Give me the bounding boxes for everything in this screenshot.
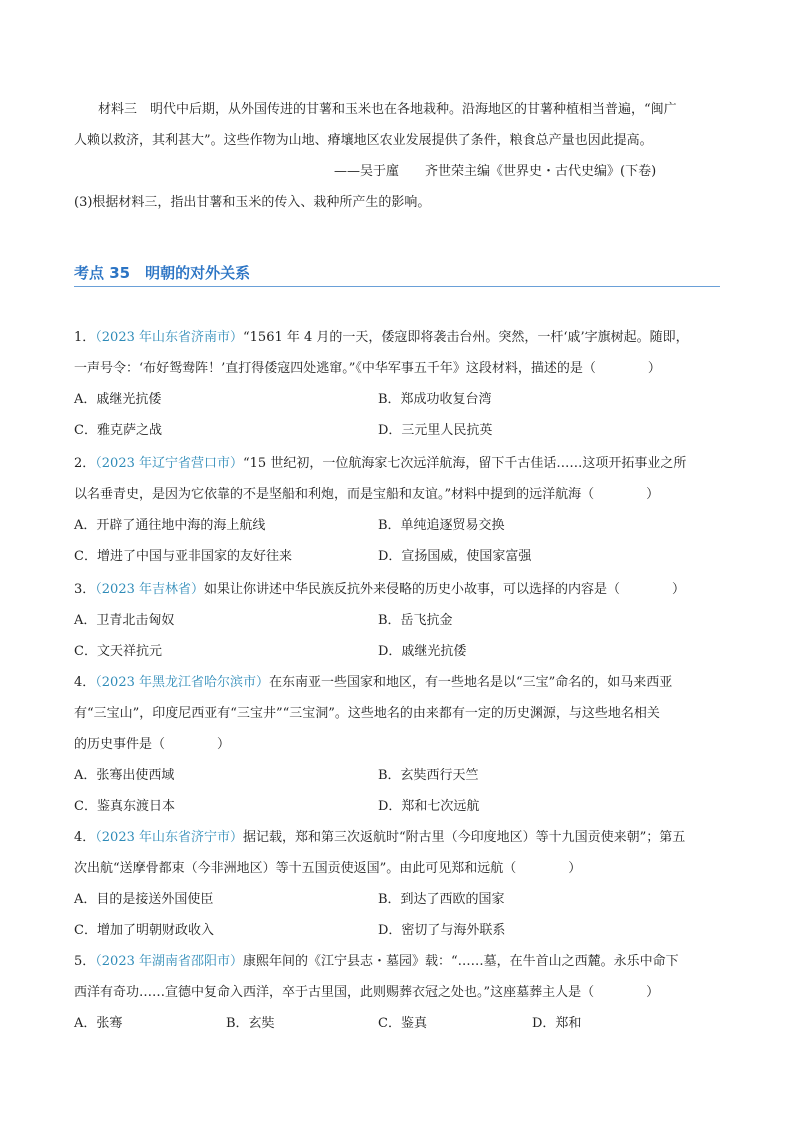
- question-text: 康熙年间的《江宁县志・墓园》载：“……墓，在牛首山之西麓。永乐中命下: [243, 954, 679, 969]
- option-b[interactable]: B．玄奘西行天竺: [378, 768, 479, 783]
- option-b[interactable]: B．玄奘: [226, 1016, 275, 1031]
- section-title: 考点 35 明朝的对外关系: [74, 264, 251, 282]
- question-number: 3．: [74, 582, 96, 597]
- question-text: “1561 年 4 月的一天，倭寇即将袭击台州。突然，一杆‘戚’字旗树起。随即，: [243, 330, 689, 345]
- material-paragraph-line: 材料三 明代中后期，从外国传进的甘薯和玉米也在各地栽种。沿海地区的甘薯种植相当普遍，“闽广: [98, 102, 677, 117]
- question-source: （2023 年山东省济宁市）: [95, 830, 243, 845]
- question-text: “15 世纪初，一位航海家七次远洋航海，留下千古佳话……这项开拓事业之所: [243, 456, 687, 471]
- option-c[interactable]: C．鉴真东渡日本: [74, 799, 175, 814]
- question-stem-line: [74, 954, 679, 970]
- question-stem-line: [74, 675, 672, 691]
- question-stem-line: [74, 830, 685, 846]
- option-b[interactable]: B．到达了西欧的国家: [378, 892, 505, 907]
- question-number: 1．: [74, 330, 96, 345]
- question-stem-line: 以名垂青史，是因为它依靠的不是坚船和利炮，而是宝船和友谊。”材料中提到的远洋航海（ ）: [74, 487, 660, 502]
- question-stem-line: [74, 582, 685, 598]
- question-stem-line: 的历史事件是（ ）: [74, 737, 231, 752]
- question-stem-line: 次出航“送摩骨都束（今非洲地区）等十五国贡使返国”。由此可见郑和远航（ ）: [74, 861, 582, 876]
- question-source: （2023 年山东省济南市）: [95, 330, 243, 345]
- question-stem-line: 一声号令：‘布好鸳鸯阵！’直打得倭寇四处逃窜。”《中华军事五千年》这段材料，描述的是（ ）: [74, 361, 661, 376]
- option-d[interactable]: D．郑和七次远航: [378, 799, 480, 814]
- section-divider: [74, 286, 720, 287]
- question-stem-line: [74, 330, 689, 346]
- question-text: 如果让你讲述中华民族反抗外来侵略的历史小故事，可以选择的内容是（ ）: [204, 582, 686, 597]
- option-a[interactable]: A．张骞出使西域: [74, 768, 175, 783]
- question-number: 4．: [74, 675, 96, 690]
- material-citation: ——吴于廑 齐世荣主编《世界史・古代史编》(下卷): [334, 164, 657, 179]
- material-paragraph-line: 人赖以救济，其利甚大”。这些作物为山地、瘠壤地区农业发展提供了条件，粮食总产量也因此提高。: [74, 133, 653, 148]
- question-number: 2．: [74, 456, 96, 471]
- option-c[interactable]: C．鉴真: [378, 1016, 427, 1031]
- question-text: 在东南亚一些国家和地区，有一些地名是以“三宝”命名的，如马来西亚: [269, 675, 673, 690]
- option-a[interactable]: A．戚继光抗倭: [74, 392, 162, 407]
- option-c[interactable]: C．文天祥抗元: [74, 644, 162, 659]
- option-a[interactable]: A．开辟了通往地中海的海上航线: [74, 518, 266, 533]
- option-b[interactable]: B．岳飞抗金: [378, 613, 453, 628]
- option-a[interactable]: A．目的是接送外国使臣: [74, 892, 214, 907]
- option-d[interactable]: D．郑和: [532, 1016, 582, 1031]
- question-source: （2023 年黑龙江省哈尔滨市）: [95, 675, 269, 690]
- question-stem-line: [74, 456, 686, 472]
- option-d[interactable]: D．宣扬国威，使国家富强: [378, 549, 532, 564]
- option-d[interactable]: D．密切了与海外联系: [378, 923, 506, 938]
- question-stem-line: 有“三宝山”，印度尼西亚有“三宝井”“三宝洞”。这些地名的由来都有一定的历史渊源，与这些地名相关: [74, 706, 660, 721]
- question-number: 4．: [74, 830, 96, 845]
- option-b[interactable]: B．郑成功收复台湾: [378, 392, 492, 407]
- question-3-prompt: (3)根据材料三，指出甘薯和玉米的传入、栽种所产生的影响。: [74, 195, 431, 210]
- question-source: （2023 年吉林省）: [95, 582, 204, 597]
- question-source: （2023 年辽宁省营口市）: [95, 456, 243, 471]
- option-a[interactable]: A．卫青北击匈奴: [74, 613, 175, 628]
- question-source: （2023 年湖南省邵阳市）: [95, 954, 243, 969]
- option-c[interactable]: C．雅克萨之战: [74, 423, 162, 438]
- question-text: 据记载，郑和第三次返航时“附古里（今印度地区）等十九国贡使来朝”；第五: [243, 830, 686, 845]
- question-number: 5．: [74, 954, 96, 969]
- option-b[interactable]: B．单纯追逐贸易交换: [378, 518, 505, 533]
- option-c[interactable]: C．增进了中国与亚非国家的友好往来: [74, 549, 292, 564]
- option-d[interactable]: D．三元里人民抗英: [378, 423, 493, 438]
- question-stem-line: 西洋有奇功……宣德中复命入西洋，卒于古里国，此则赐葬衣冠之处也。”这座墓葬主人是（ ）: [74, 985, 660, 1000]
- option-a[interactable]: A．张骞: [74, 1016, 123, 1031]
- option-d[interactable]: D．戚继光抗倭: [378, 644, 467, 659]
- option-c[interactable]: C．增加了明朝财政收入: [74, 923, 214, 938]
